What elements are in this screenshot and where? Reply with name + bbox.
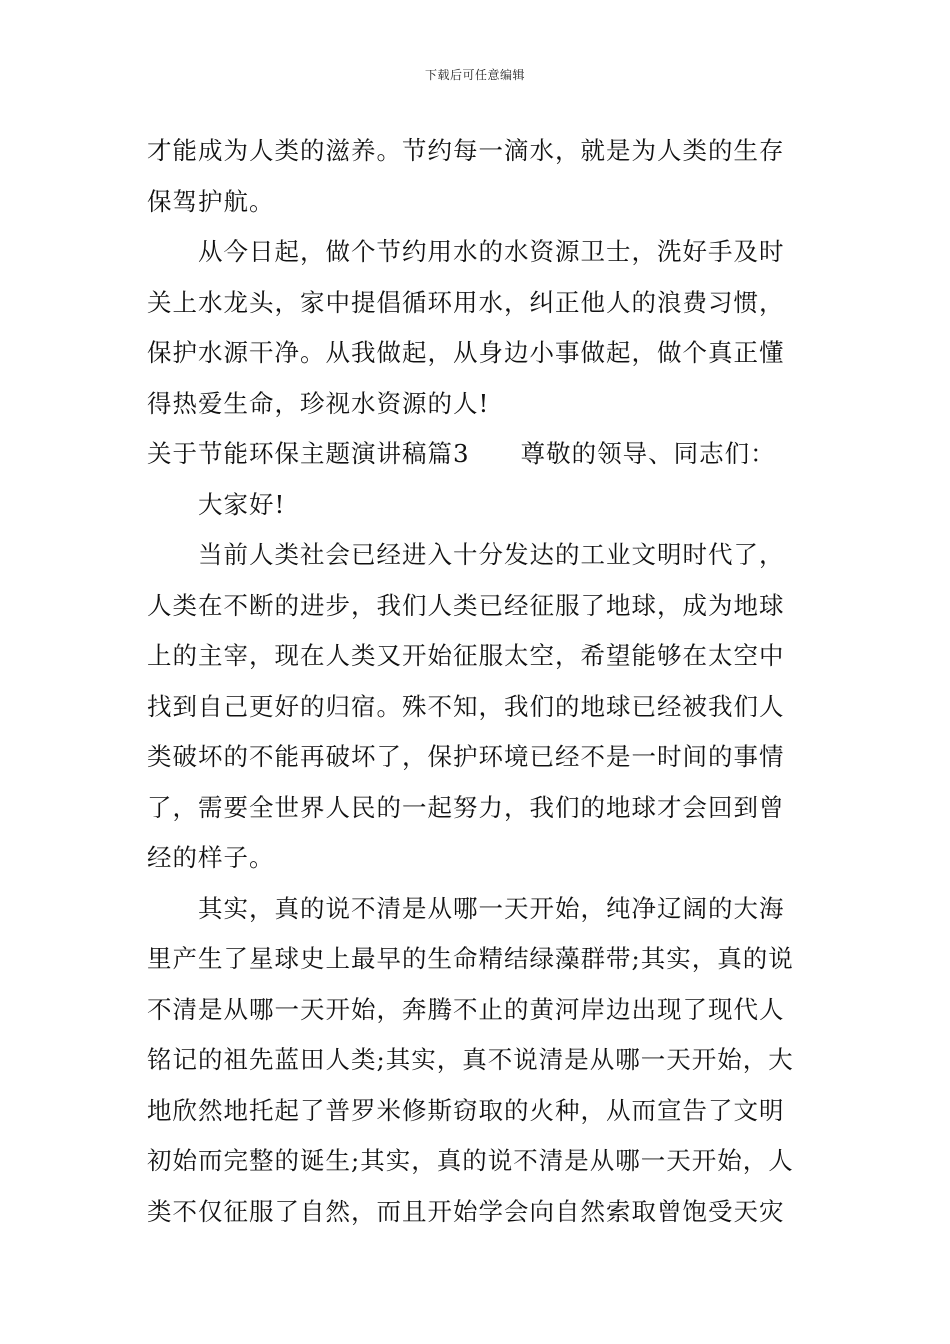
text-line: 铭记的祖先蓝田人类;其实，真不说清是从哪一天开始，大 [147,1045,794,1074]
text-line: 人类在不断的进步，我们人类已经征服了地球，成为地球 [147,590,785,620]
text-line: 从今日起，做个节约用水的水资源卫士，洗好手及时 [147,237,785,266]
text-line: 里产生了星球史上最早的生命精结绿藻群带;其实，真的说 [147,944,794,973]
text-line: 其实，真的说不清是从哪一天开始，纯净辽阔的大海 [147,893,785,923]
text-line: 不清是从哪一天开始，奔腾不止的黄河岸边出现了现代人 [147,994,785,1024]
text-line: 了，需要全世界人民的一起努力，我们的地球才会回到曾 [147,792,785,822]
section-title-line: 关于节能环保主题演讲稿篇3 尊敬的领导、同志们： [147,439,776,468]
page-header: 下载后可任意编辑 [424,68,525,82]
text-line: 类不仅征服了自然，而且开始学会向自然索取曾饱受天灾 [147,1196,785,1226]
document-body [147,126,812,1237]
text-line: 经的样子。 [147,843,275,872]
text-line: 才能成为人类的滋养。节约每一滴水，就是为人类的生存 [147,136,785,165]
text-line: 初始而完整的诞生;其实，真的说不清是从哪一天开始，人 [147,1146,794,1175]
text-line: 上的主宰，现在人类又开始征服太空，希望能够在太空中 [147,641,785,670]
text-line: 大家好! [147,489,286,519]
text-line: 保驾护航。 [147,186,275,216]
text-line: 关上水龙头，家中提倡循环用水，纠正他人的浪费习惯， [147,287,785,317]
text-line: 保护水源干净。从我做起，从身边小事做起，做个真正懂 [147,338,785,367]
text-line: 地欣然地托起了普罗米修斯窃取的火种，从而宣告了文明 [147,1095,785,1125]
text-line: 找到自己更好的归宿。殊不知，我们的地球已经被我们人 [147,691,785,721]
text-line: 得热爱生命，珍视水资源的人! [147,388,490,418]
text-line: 当前人类社会已经进入十分发达的工业文明时代了， [147,540,785,569]
text-line: 类破坏的不能再破坏了，保护环境已经不是一时间的事情 [147,742,785,771]
